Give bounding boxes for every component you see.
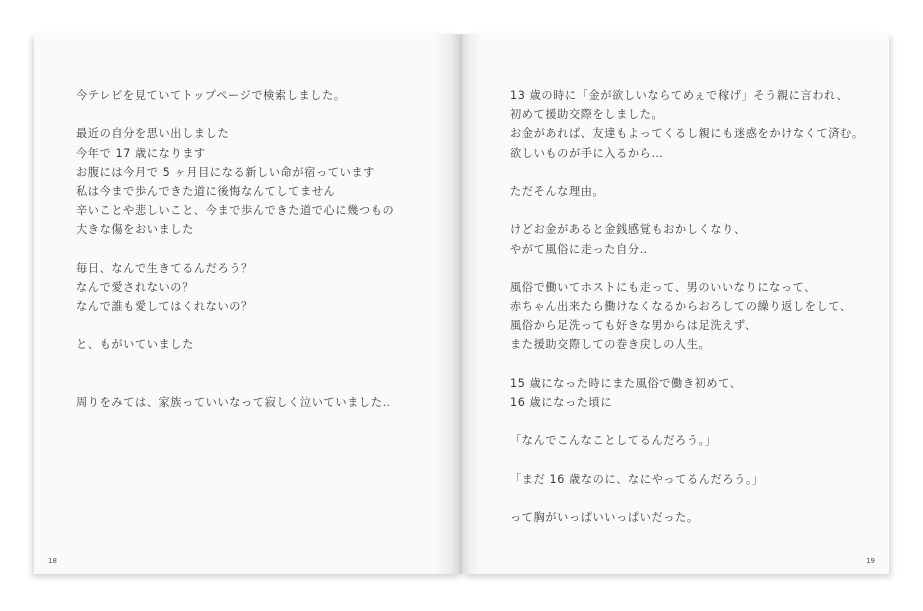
text-line: お腹には今月で 5 ヶ月目になる新しい命が宿っています xyxy=(76,165,375,179)
left-page-text xyxy=(76,86,394,412)
text-line: 毎日、なんで生きてるんだろう？ xyxy=(76,261,253,275)
text-line: 風俗から足洗っても好きな男からは足洗えず、 xyxy=(510,319,757,333)
text-line: ただそんな理由。 xyxy=(510,184,605,198)
text-line: 「なんでこんなことしてるんだろう。」 xyxy=(510,434,717,448)
blank-line xyxy=(510,201,864,220)
blank-line xyxy=(76,240,394,259)
blank-line xyxy=(510,489,864,508)
text-line: けどお金があると金銭感覚もおかしくなり、 xyxy=(510,223,746,237)
blank-line xyxy=(76,355,394,374)
text-line: 16 歳になった頃に xyxy=(510,396,613,409)
text-line: 最近の自分を思い出しました xyxy=(76,127,230,141)
text-line: 風俗で働いてホストにも走って、男のいいなりになって、 xyxy=(510,280,817,294)
gutter-shadow xyxy=(462,34,480,574)
page-number-right: 19 xyxy=(866,557,875,565)
blank-line xyxy=(510,163,864,182)
text-line: 初めて援助交際をしました。 xyxy=(510,108,664,122)
open-book-spread xyxy=(34,34,889,574)
left-page xyxy=(34,34,462,574)
text-line: 今テレビを見ていてトップページで検索しました。 xyxy=(76,89,346,102)
right-page xyxy=(462,34,889,574)
text-line: なんで愛されないの？ xyxy=(76,280,194,294)
text-line: と、もがいていました xyxy=(76,338,194,352)
text-line: お金があれば、友達もよってくるし親にも迷惑をかけなくて済む。 xyxy=(510,127,864,141)
blank-line xyxy=(510,412,864,431)
text-line: やがて風俗に走った自分‥ xyxy=(510,242,648,256)
blank-line xyxy=(510,451,864,470)
text-line: 私は今まで歩んできた道に後悔なんてしてません xyxy=(76,184,336,198)
text-line: 周りをみては、家族っていいなって寂しく泣いていました‥ xyxy=(76,396,391,409)
page-number-left: 18 xyxy=(48,557,57,565)
text-line: また援助交際しての巻き戻しの人生。 xyxy=(510,338,711,352)
text-line: 「まだ 16 歳なのに、なにやってるんだろう。」 xyxy=(510,472,764,486)
text-line: なんで誰も愛してはくれないの？ xyxy=(76,300,253,314)
text-line: 15 歳になった時にまた風俗で働き初めて、 xyxy=(510,376,742,390)
text-line: って胸がいっぱいいっぱいだった。 xyxy=(510,511,699,525)
blank-line xyxy=(76,374,394,393)
blank-line xyxy=(510,259,864,278)
text-line: 13 歳の時に「金が欲しいならてめぇで稼げ」そう親に言われ、 xyxy=(510,89,849,102)
blank-line xyxy=(76,316,394,335)
right-page-text xyxy=(510,86,864,527)
text-line: 欲しいものが手に入るから… xyxy=(510,146,664,160)
text-line: 辛いことや悲しいこと、今まで歩んできた道で心に幾つもの xyxy=(76,204,395,218)
gutter-shadow xyxy=(434,34,462,574)
text-line: 今年で 17 歳になります xyxy=(76,146,206,160)
text-line: 赤ちゃん出来たら働けなくなるからおろしての繰り返しをして、 xyxy=(510,300,852,314)
blank-line xyxy=(76,105,394,124)
text-line: 大きな傷をおいました xyxy=(76,223,194,237)
blank-line xyxy=(510,355,864,374)
